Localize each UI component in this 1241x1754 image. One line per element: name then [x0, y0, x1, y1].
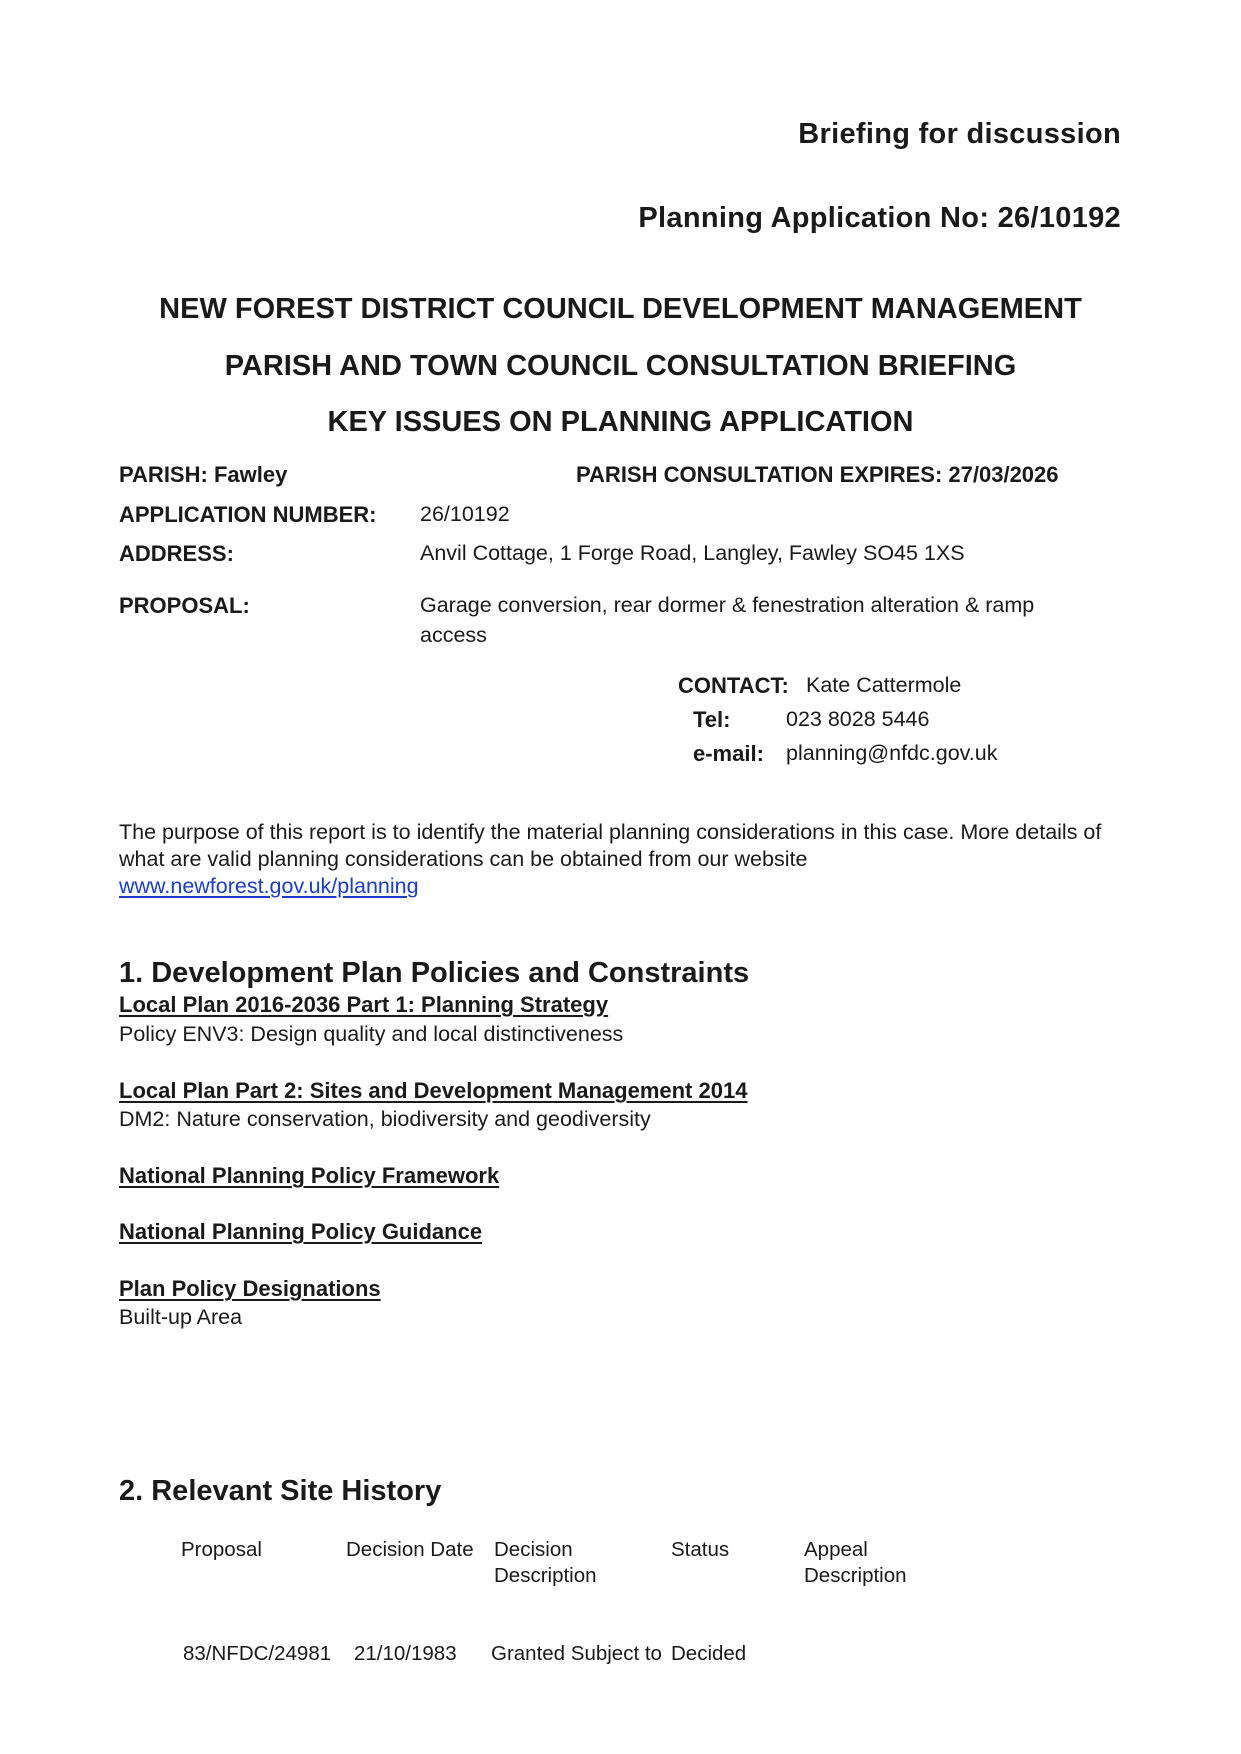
- col-header-decision-description-line1: Decision: [494, 1538, 573, 1561]
- address-value: Anvil Cottage, 1 Forge Road, Langley, Fawley SO45 1XS: [420, 541, 965, 565]
- application-number-label: APPLICATION NUMBER:: [119, 502, 377, 527]
- briefing-type-title: PARISH AND TOWN COUNCIL CONSULTATION BRIEFING: [224, 350, 1017, 382]
- contact-label: CONTACT:: [678, 673, 789, 698]
- designations-item: Built-up Area: [119, 1305, 243, 1329]
- application-number-heading: Planning Application No: 26/10192: [638, 202, 1121, 234]
- row-decision-description: Granted Subject to: [491, 1642, 662, 1665]
- col-header-appeal-description-line2: Description: [804, 1564, 907, 1587]
- tel-value: 023 8028 5446: [786, 707, 930, 731]
- col-header-decision-date: Decision Date: [346, 1538, 474, 1561]
- col-header-decision-description-line2: Description: [494, 1564, 597, 1587]
- parish-label: PARISH:: [119, 462, 208, 487]
- contact-name: Kate Cattermole: [806, 673, 962, 697]
- proposal-value-line2: access: [420, 623, 487, 647]
- application-number-value: 26/10192: [420, 502, 510, 526]
- section2-title: 2. Relevant Site History: [119, 1475, 442, 1507]
- email-label: e-mail:: [693, 741, 764, 766]
- nppg-heading: National Planning Policy Guidance: [119, 1219, 483, 1244]
- consultation-value: 27/03/2026: [948, 462, 1059, 487]
- local-plan-part2-item: DM2: Nature conservation, biodiversity and geodiversity: [119, 1107, 651, 1131]
- consultation-label: PARISH CONSULTATION EXPIRES:: [576, 462, 943, 487]
- briefing-title: Briefing for discussion: [798, 118, 1121, 150]
- key-issues-title: KEY ISSUES ON PLANNING APPLICATION: [327, 406, 914, 438]
- row-proposal: 83/NFDC/24981: [183, 1642, 332, 1665]
- local-plan-part1-item: Policy ENV3: Design quality and local distinctiveness: [119, 1022, 624, 1046]
- col-header-decision-description: [494, 1537, 597, 1589]
- section1-title: 1. Development Plan Policies and Constraints: [119, 957, 750, 989]
- intro-paragraph: [119, 819, 1109, 900]
- row-decision-date: 21/10/1983: [354, 1642, 457, 1665]
- council-title: NEW FOREST DISTRICT COUNCIL DEVELOPMENT MANAGEMENT: [159, 293, 1082, 325]
- parish-row: [119, 462, 287, 488]
- col-header-appeal-description: [804, 1537, 907, 1589]
- designations-heading: Plan Policy Designations: [119, 1276, 381, 1301]
- col-header-appeal-description-line1: Appeal: [804, 1538, 868, 1561]
- nppf-heading: National Planning Policy Framework: [119, 1163, 500, 1188]
- tel-label: Tel:: [693, 707, 731, 732]
- parish-value: Fawley: [213, 462, 288, 487]
- intro-text: The purpose of this report is to identify the material planning considerations in this case. More details of what are valid planning considerations can be obtained from our website: [119, 820, 1102, 871]
- col-header-proposal: Proposal: [181, 1538, 262, 1561]
- col-header-status: Status: [671, 1538, 730, 1561]
- address-label: ADDRESS:: [119, 541, 234, 566]
- proposal-label: PROPOSAL:: [119, 593, 250, 618]
- local-plan-part2-heading: Local Plan Part 2: Sites and Development Management 2014: [119, 1078, 748, 1103]
- email-value: planning@nfdc.gov.uk: [786, 741, 998, 765]
- row-status: Decided: [671, 1642, 747, 1665]
- consultation-expiry: [576, 462, 1059, 488]
- local-plan-part1-heading: Local Plan 2016-2036 Part 1: Planning Strategy: [119, 992, 609, 1017]
- proposal-value-line1: Garage conversion, rear dormer & fenestration alteration & ramp: [420, 593, 1035, 617]
- planning-website-link[interactable]: www.newforest.gov.uk/planning: [119, 874, 419, 898]
